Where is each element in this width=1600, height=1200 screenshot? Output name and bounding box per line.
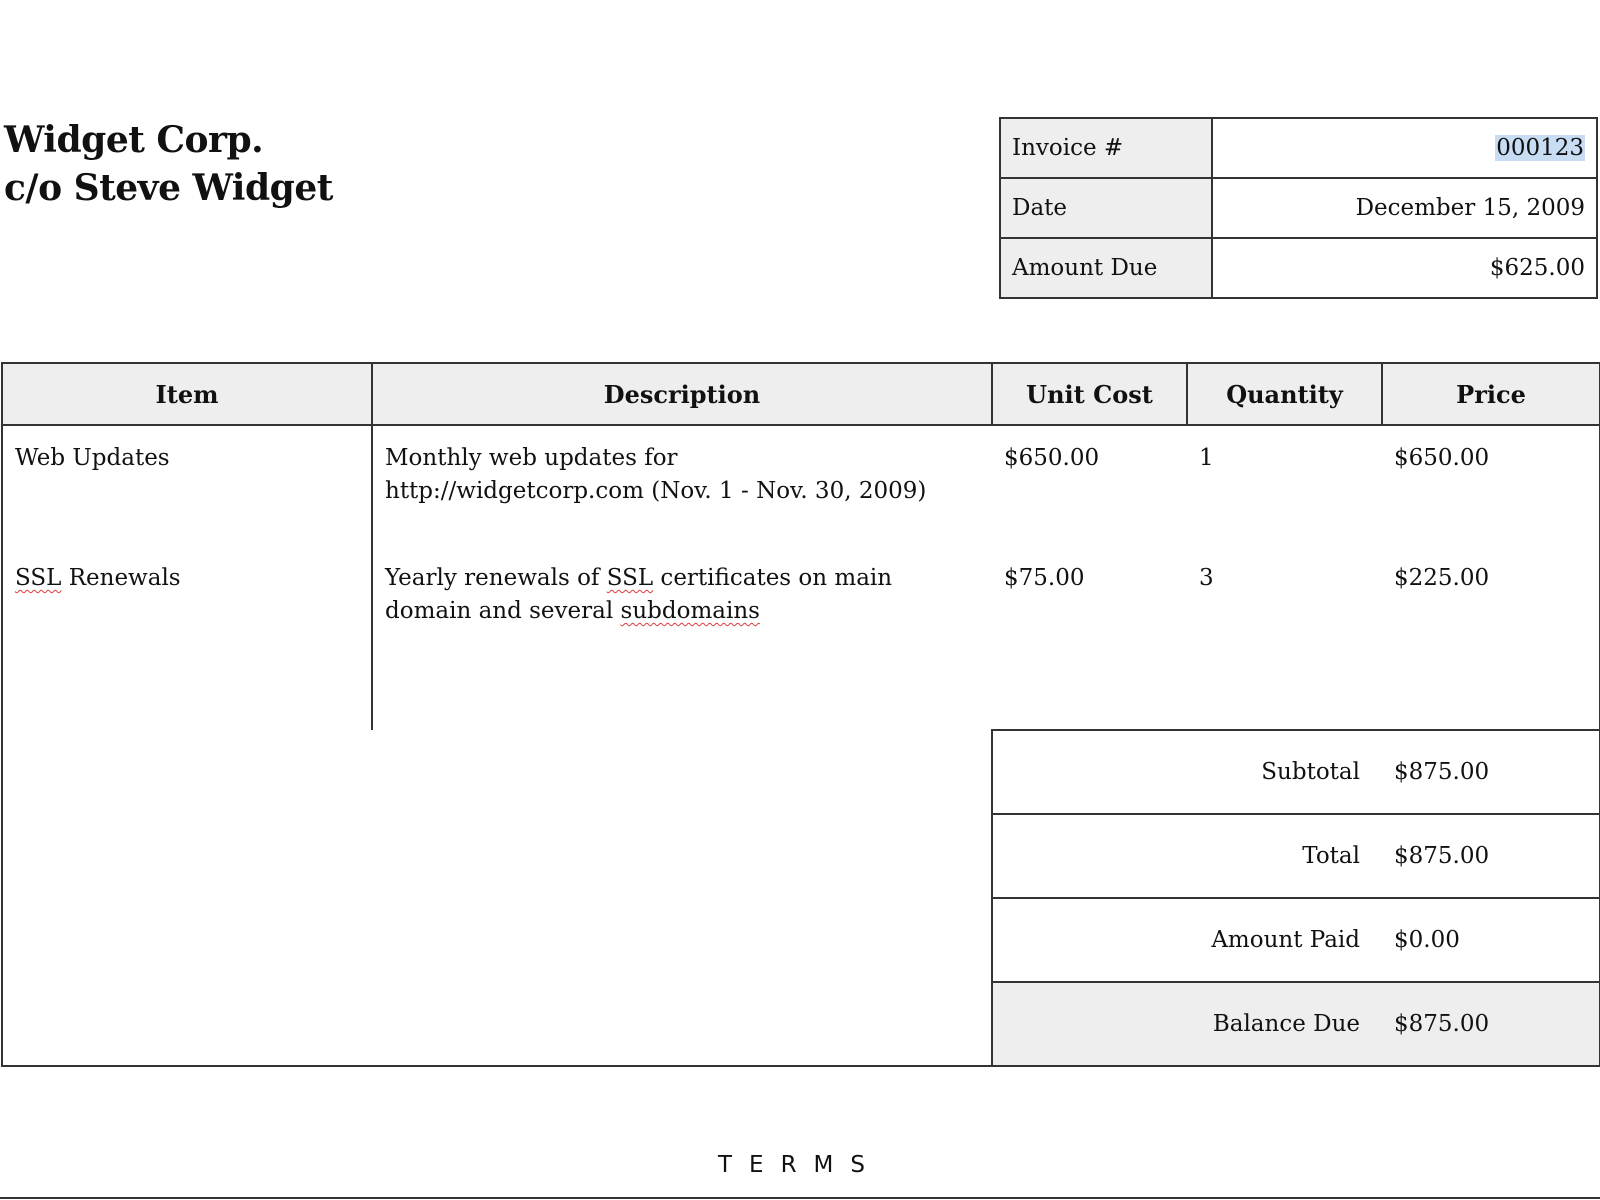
- meta-label-date: Date: [1000, 178, 1212, 238]
- subtotal-label: Subtotal: [992, 730, 1382, 814]
- spellcheck-underlined-word[interactable]: SSL: [15, 565, 62, 591]
- total-value: $875.00: [1382, 814, 1600, 898]
- description-line: domain and several subdomains: [385, 598, 760, 624]
- invoice-meta-table: [999, 117, 1598, 299]
- customer-address[interactable]: [4, 116, 333, 212]
- customer-company-name[interactable]: Widget Corp.: [4, 119, 264, 161]
- balance-due-label: Balance Due: [992, 982, 1382, 1066]
- item-price-value: $225.00: [1394, 565, 1490, 591]
- line-items-table: [1, 362, 1600, 1067]
- meta-label-invoice-number: Invoice #: [1000, 118, 1212, 178]
- balance-due-value: $875.00: [1382, 982, 1600, 1066]
- item-unit-cost-field[interactable]: $650.00: [1004, 445, 1100, 471]
- totals-blank-area: [2, 730, 992, 1066]
- invoice-number-field[interactable]: [1212, 118, 1597, 178]
- description-line: http://widgetcorp.com (Nov. 1 - Nov. 30, 2009): [385, 478, 927, 504]
- line-item-row: [2, 425, 1600, 546]
- column-header-description: Description: [372, 363, 992, 425]
- description-line: Yearly renewals of SSL certificates on main: [385, 565, 893, 591]
- spellcheck-underlined-word[interactable]: subdomains: [620, 598, 760, 624]
- item-unit-cost-field[interactable]: $75.00: [1004, 565, 1085, 591]
- column-header-item: Item: [2, 363, 372, 425]
- meta-row-amount-due: [1000, 238, 1597, 298]
- meta-row-invoice-number: [1000, 118, 1597, 178]
- item-description-field[interactable]: [372, 546, 992, 730]
- amount-paid-field[interactable]: $0.00: [1382, 898, 1600, 982]
- terms-divider: [0, 1197, 1600, 1199]
- spellcheck-underlined-word[interactable]: SSL: [606, 565, 654, 591]
- meta-row-date: [1000, 178, 1597, 238]
- column-header-quantity: Quantity: [1187, 363, 1382, 425]
- items-header-row: [2, 363, 1600, 425]
- line-item-row: [2, 546, 1600, 730]
- description-line: Monthly web updates for: [385, 445, 678, 471]
- meta-label-amount-due: Amount Due: [1000, 238, 1212, 298]
- terms-heading: TERMS: [717, 1152, 882, 1178]
- invoice-number-selected-text[interactable]: 000123: [1496, 135, 1584, 161]
- column-header-price: Price: [1382, 363, 1600, 425]
- item-quantity-field[interactable]: 3: [1199, 565, 1214, 591]
- column-header-unit-cost: Unit Cost: [992, 363, 1187, 425]
- item-quantity-field[interactable]: 1: [1199, 445, 1214, 471]
- total-label: Total: [992, 814, 1382, 898]
- amount-due-value: $625.00: [1212, 238, 1597, 298]
- item-price-value: $650.00: [1394, 445, 1490, 471]
- invoice-date-field[interactable]: December 15, 2009: [1212, 178, 1597, 238]
- customer-contact-name[interactable]: c/o Steve Widget: [4, 167, 333, 209]
- item-description-field[interactable]: [372, 425, 992, 546]
- amount-paid-label: Amount Paid: [992, 898, 1382, 982]
- spellcheck-underlined-word[interactable]: SSL Renewals: [15, 565, 181, 591]
- subtotal-value: $875.00: [1382, 730, 1600, 814]
- item-name-field[interactable]: [2, 546, 372, 730]
- totals-row-subtotal: [2, 730, 1600, 814]
- item-name-field[interactable]: Web Updates: [2, 425, 372, 546]
